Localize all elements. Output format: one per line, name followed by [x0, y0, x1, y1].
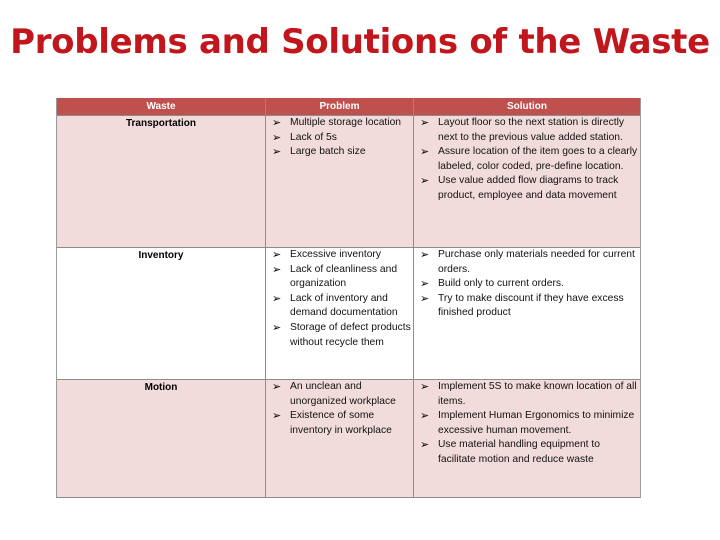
arrowhead-bullet-icon: ➢ — [272, 131, 282, 144]
arrowhead-bullet-icon: ➢ — [272, 263, 282, 276]
arrowhead-bullet-icon: ➢ — [272, 321, 282, 334]
waste-cell: Inventory — [57, 248, 266, 379]
arrowhead-bullet-icon: ➢ — [420, 278, 430, 291]
list-item: ➢ Purchase only materials needed for current orders. — [420, 249, 635, 275]
header-waste: Waste — [57, 98, 266, 115]
arrowhead-bullet-icon: ➢ — [272, 292, 282, 305]
problem-cell — [266, 116, 414, 247]
list-item: ➢ Lack of inventory and demand documentation — [272, 292, 398, 319]
problem-cell — [266, 248, 414, 379]
problem-list — [266, 248, 413, 350]
list-item: ➢ Large batch size — [272, 146, 366, 159]
arrowhead-bullet-icon: ➢ — [420, 292, 430, 305]
list-item: ➢ Storage of defect products without recycle them — [272, 321, 411, 348]
arrowhead-bullet-icon: ➢ — [420, 146, 430, 159]
list-item: ➢ Multiple storage location — [272, 117, 402, 129]
solution-list — [414, 380, 640, 468]
table-row-inventory — [57, 248, 640, 380]
list-item: ➢ Assure location of the item goes to a clearly labeled, color coded, pre-define location. — [420, 146, 638, 172]
solution-cell — [414, 380, 640, 497]
problem-cell — [266, 380, 414, 497]
problem-list — [266, 116, 413, 160]
list-item: ➢ Build only to current orders. — [420, 278, 564, 291]
list-item: ➢ Try to make discount if they have excess finished product — [420, 292, 624, 319]
solution-list — [414, 116, 640, 204]
list-item: ➢ Excessive inventory — [272, 249, 381, 261]
arrowhead-bullet-icon: ➢ — [420, 381, 430, 393]
header-solution: Solution — [507, 101, 547, 112]
arrowhead-bullet-icon: ➢ — [272, 410, 282, 423]
arrowhead-bullet-icon: ➢ — [272, 381, 282, 393]
table-row-motion — [57, 380, 640, 498]
problem-list — [266, 380, 413, 438]
arrowhead-bullet-icon: ➢ — [420, 117, 430, 129]
list-item: ➢ Lack of 5s — [272, 131, 337, 144]
table-row-transportation — [57, 116, 640, 248]
solution-cell — [414, 248, 640, 379]
list-item: ➢ An unclean and unorganized workplace — [272, 381, 396, 407]
arrowhead-bullet-icon: ➢ — [420, 439, 430, 452]
solution-cell — [414, 116, 640, 247]
arrowhead-bullet-icon: ➢ — [420, 410, 430, 423]
header-problem: Problem — [266, 98, 414, 115]
list-item: ➢ Lack of cleanliness and organization — [272, 263, 398, 290]
solution-list — [414, 248, 640, 321]
arrowhead-bullet-icon: ➢ — [272, 146, 282, 159]
arrowhead-bullet-icon: ➢ — [272, 117, 282, 129]
arrowhead-bullet-icon: ➢ — [272, 249, 282, 261]
list-item: ➢ Existence of some inventory in workplace — [272, 410, 392, 436]
arrowhead-bullet-icon: ➢ — [420, 175, 430, 188]
waste-cell: Transportation — [57, 116, 266, 247]
list-item: ➢ Layout floor so the next station is directly next to the previous value added station. — [420, 117, 625, 143]
list-item: ➢ Implement Human Ergonomics to minimize excessive human movement. — [420, 410, 635, 436]
page-title: Problems and Solutions of the Waste — [10, 22, 710, 62]
waste-table — [56, 98, 641, 498]
arrowhead-bullet-icon: ➢ — [420, 249, 430, 261]
list-item: ➢ Implement 5S to make known location of all items. — [420, 381, 637, 407]
waste-cell: Motion — [57, 380, 266, 497]
table-header-row — [57, 98, 640, 116]
list-item: ➢ Use material handling equipment to facilitate motion and reduce waste — [420, 439, 600, 465]
list-item: ➢ Use value added flow diagrams to track product, employee and data movement — [420, 175, 619, 201]
